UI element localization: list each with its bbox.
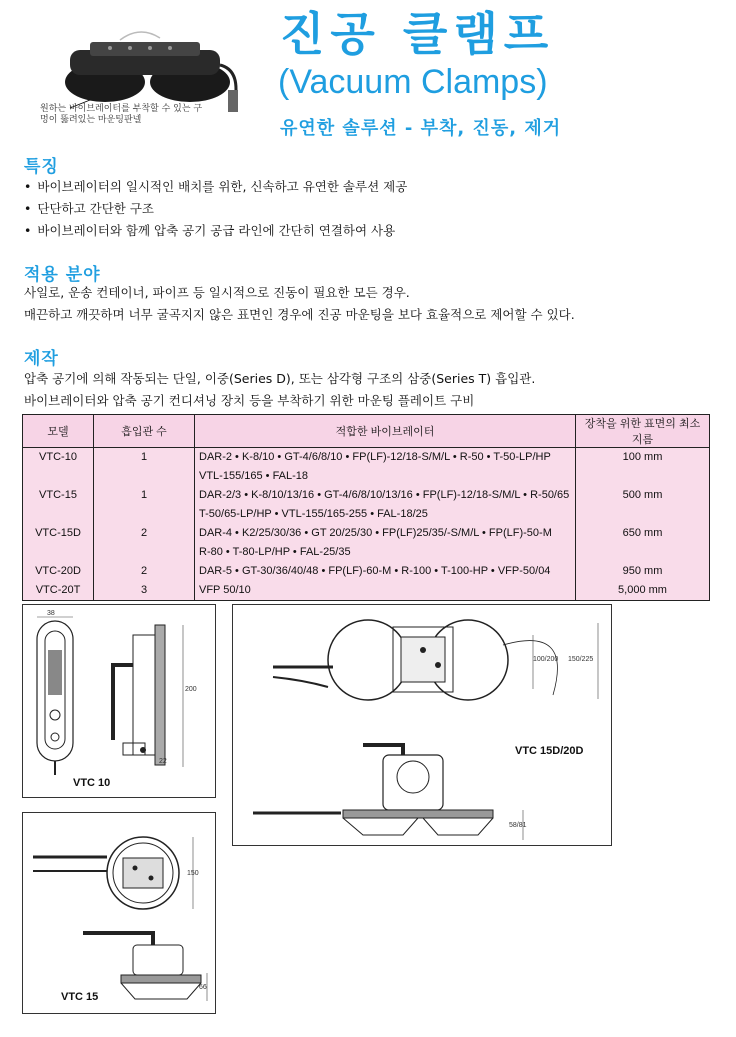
cell-model: VTC-15D: [23, 524, 94, 543]
table-row: [23, 524, 710, 543]
cell-vibrators: VFP 50/10: [195, 581, 576, 601]
dim-label: 200: [185, 686, 197, 693]
cell-vibrators: DAR-2 • K-8/10 • GT-4/6/8/10 • FP(LF)-12/18-S/M/L • R-50 • T-50-LP/HP: [195, 448, 576, 468]
cell-count: 1: [94, 486, 195, 505]
cell-diameter: 650 mm: [576, 524, 710, 543]
dim-label: 38: [47, 610, 55, 617]
production-line: 압축 공기에 의해 작동되는 단일, 이중(Series D), 또는 삼각형 구조의 삼중(Series T) 흡입관.: [24, 371, 536, 386]
features-heading: 특징: [24, 157, 59, 177]
cell-diameter: 500 mm: [576, 486, 710, 505]
table-row-cont: [23, 543, 710, 562]
dim-label: 150: [187, 870, 199, 877]
cell-count: 1: [94, 448, 195, 468]
cell-diameter: 5,000 mm: [576, 581, 710, 601]
cell-count: 2: [94, 524, 195, 543]
col-header-model: 모델: [23, 415, 94, 448]
table-row: [23, 562, 710, 581]
list-item: • 바이브레이터와 함께 압축 공기 공급 라인에 간단히 연결하여 사용: [24, 220, 407, 242]
photo-caption: 원하는 바이브레이터를 부착할 수 있는 구멍이 뚫려있는 마운팅판넬: [40, 104, 203, 125]
cell-vibrators-cont: R-80 • T-80-LP/HP • FAL-25/35: [195, 543, 576, 562]
drawing-label-vtc15: VTC 15: [61, 991, 99, 1003]
table-row: [23, 581, 710, 601]
dim-label: 100/200: [533, 656, 559, 663]
drawing-vtc15: [22, 812, 216, 1014]
tagline: 유연한 솔루션 - 부착, 진동, 제거: [280, 118, 562, 139]
cell-model: VTC-20D: [23, 562, 94, 581]
table-row-cont: [23, 505, 710, 524]
drawing-vtc15d: [232, 604, 612, 846]
dim-label: 150/225: [568, 656, 594, 663]
production-heading: 제작: [24, 349, 59, 369]
page-subtitle: (Vacuum Clamps): [278, 63, 548, 101]
applications-heading: 적용 분야: [24, 265, 101, 285]
drawing-vtc10: [22, 604, 216, 798]
drawing-label-vtc15d: VTC 15D/20D: [515, 745, 584, 757]
cell-count: 2: [94, 562, 195, 581]
features-list: [24, 176, 407, 242]
production-line: 바이브레이터와 압축 공기 컨디셔닝 장치 등을 부착하기 위한 마운팅 플레이트 구비: [24, 393, 475, 408]
table-row: [23, 486, 710, 505]
cell-model: VTC-10: [23, 448, 94, 468]
cell-vibrators: DAR-2/3 • K-8/10/13/16 • GT-4/6/8/10/13/16 • FP(LF)-12/18-S/M/L • R-50/65: [195, 486, 576, 505]
table-row: [23, 448, 710, 468]
list-item: • 단단하고 간단한 구조: [24, 198, 407, 220]
product-photo: [30, 20, 260, 115]
cell-model: VTC-15: [23, 486, 94, 505]
cell-vibrators: DAR-4 • K2/25/30/36 • GT 20/25/30 • FP(LF)25/35/-S/M/L • FP(LF)-50-M: [195, 524, 576, 543]
table-row-cont: [23, 467, 710, 486]
drawing-label-vtc10: VTC 10: [73, 777, 111, 789]
applications-line: 매끈하고 깨끗하며 너무 굴곡지지 않은 표면인 경우에 진공 마운팅을 보다 효율적으로 제어할 수 있다.: [24, 307, 575, 322]
table-header-row: [23, 415, 710, 448]
cell-count: 3: [94, 581, 195, 601]
col-header-count: 흡입관 수: [94, 415, 195, 448]
cell-vibrators-cont: T-50/65-LP/HP • VTL-155/165-255 • FAL-18/25: [195, 505, 576, 524]
dim-label: 22: [159, 758, 167, 765]
applications-line: 사일로, 운송 컨테이너, 파이프 등 일시적으로 진동이 필요한 모든 경우.: [24, 285, 410, 300]
dim-label: 66: [199, 984, 207, 991]
cell-model: VTC-20T: [23, 581, 94, 601]
cell-vibrators: DAR-5 • GT-30/36/40/48 • FP(LF)-60-M • R-100 • T-100-HP • VFP-50/04: [195, 562, 576, 581]
page-title: 진공 클램프: [280, 7, 555, 61]
spec-table: [22, 414, 710, 601]
col-header-diameter: 장착을 위한 표면의 최소지름: [576, 415, 710, 448]
cell-diameter: 100 mm: [576, 448, 710, 468]
list-item: • 바이브레이터의 일시적인 배치를 위한, 신속하고 유연한 솔루션 제공: [24, 176, 407, 198]
col-header-vibrators: 적합한 바이브레이터: [195, 415, 576, 448]
cell-vibrators-cont: VTL-155/165 • FAL-18: [195, 467, 576, 486]
cell-diameter: 950 mm: [576, 562, 710, 581]
dim-label: 58/81: [509, 822, 527, 829]
